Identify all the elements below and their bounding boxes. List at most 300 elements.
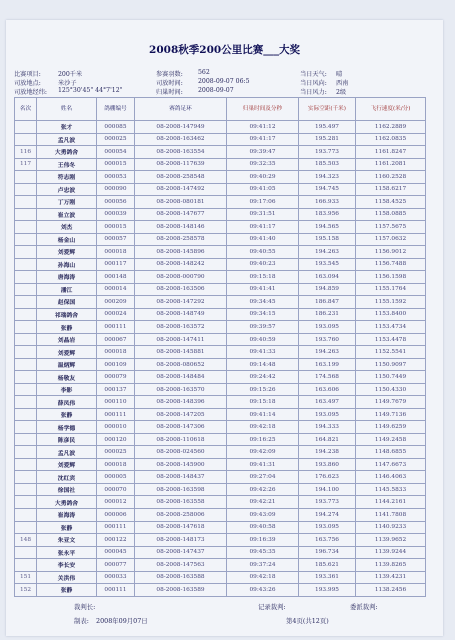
cell-arrival-time: 09:39:47 xyxy=(227,146,299,159)
cell-name: 孟凡波 xyxy=(37,133,97,146)
cell-speed: 1161.2081 xyxy=(356,158,426,171)
cell-ring: 08-2008-148242 xyxy=(135,258,227,271)
table-row xyxy=(15,408,426,421)
cell-rank xyxy=(15,246,37,259)
cell-distance: 194.238 xyxy=(299,446,356,459)
cell-speed: 1152.5541 xyxy=(356,346,426,359)
cell-arrival-time: 09:41:14 xyxy=(227,408,299,421)
cell-speed: 1148.6855 xyxy=(356,446,426,459)
cell-speed: 1162.2889 xyxy=(356,121,426,134)
cell-name: 薛凤伟 xyxy=(37,396,97,409)
table-row xyxy=(15,371,426,384)
table-row xyxy=(15,258,426,271)
release-point-value: 米沙子 xyxy=(58,80,77,87)
cell-rank xyxy=(15,383,37,396)
table-row xyxy=(15,559,426,572)
cell-speed: 1145.5833 xyxy=(356,483,426,496)
cell-distance: 196.734 xyxy=(299,546,356,559)
cell-name: 潘江 xyxy=(37,283,97,296)
wind-force-value: 2级 xyxy=(336,89,347,96)
cell-arrival-time: 09:24:42 xyxy=(227,371,299,384)
judge-label: 裁判长: xyxy=(74,603,96,611)
cell-loft-no: 000045 xyxy=(97,546,135,559)
cell-ring: 08-2008-110618 xyxy=(135,433,227,446)
cell-distance: 194.745 xyxy=(299,183,356,196)
cell-ring: 08-2008-024560 xyxy=(135,446,227,459)
table-row xyxy=(15,296,426,309)
table-row xyxy=(15,521,426,534)
cell-distance: 185.621 xyxy=(299,559,356,572)
results-table xyxy=(14,97,426,597)
cell-ring: 08-2008-148146 xyxy=(135,221,227,234)
cell-arrival-time: 09:15:18 xyxy=(227,396,299,409)
cell-arrival-time: 09:41:31 xyxy=(227,458,299,471)
cell-speed: 1156.9012 xyxy=(356,246,426,259)
cell-loft-no: 000120 xyxy=(97,433,135,446)
cell-distance: 186.231 xyxy=(299,308,356,321)
cell-arrival-time: 09:43:26 xyxy=(227,584,299,597)
cell-arrival-time: 09:15:26 xyxy=(227,383,299,396)
cell-name: 孟凡波 xyxy=(37,446,97,459)
cell-distance: 166.933 xyxy=(299,196,356,209)
cell-arrival-time: 09:31:51 xyxy=(227,208,299,221)
cell-rank xyxy=(15,221,37,234)
cell-speed: 1162.0835 xyxy=(356,133,426,146)
cell-name: 符志刚 xyxy=(37,171,97,184)
cell-speed: 1160.2528 xyxy=(356,171,426,184)
cell-loft-no: 000056 xyxy=(97,196,135,209)
cell-arrival-time: 09:42:09 xyxy=(227,446,299,459)
cell-distance: 163.199 xyxy=(299,358,356,371)
cell-ring: 08-2008-145881 xyxy=(135,346,227,359)
table-row xyxy=(15,546,426,559)
cell-arrival-time: 09:39:57 xyxy=(227,321,299,334)
committee-label: 委派裁判: xyxy=(350,603,378,611)
cell-name: 张静 xyxy=(37,321,97,334)
cell-rank xyxy=(15,358,37,371)
table-row xyxy=(15,508,426,521)
cell-arrival-time: 09:27:04 xyxy=(227,471,299,484)
cell-loft-no: 000109 xyxy=(97,358,135,371)
cell-arrival-time: 09:41:17 xyxy=(227,221,299,234)
cell-arrival-time: 09:40:29 xyxy=(227,171,299,184)
cell-distance: 174.568 xyxy=(299,371,356,384)
cell-distance: 164.821 xyxy=(299,433,356,446)
coords-value: 125°30'45" 44°7'12" xyxy=(58,87,123,94)
cell-speed: 1158.6217 xyxy=(356,183,426,196)
cell-distance: 163.094 xyxy=(299,271,356,284)
col-header-name: 姓名 xyxy=(37,98,97,121)
cell-arrival-time: 09:34:15 xyxy=(227,308,299,321)
cell-loft-no: 000015 xyxy=(97,158,135,171)
table-row xyxy=(15,333,426,346)
cell-name: 大勇鸽舍 xyxy=(37,496,97,509)
cell-speed: 1138.2456 xyxy=(356,584,426,597)
cell-speed: 1150.7449 xyxy=(356,371,426,384)
table-row xyxy=(15,358,426,371)
cell-loft-no: 000111 xyxy=(97,584,135,597)
table-row xyxy=(15,283,426,296)
cell-distance: 163.606 xyxy=(299,383,356,396)
cell-arrival-time: 09:41:05 xyxy=(227,183,299,196)
cell-distance: 186.847 xyxy=(299,296,356,309)
cell-rank xyxy=(15,471,37,484)
cell-rank xyxy=(15,133,37,146)
cell-distance: 163.497 xyxy=(299,396,356,409)
cell-name: 崔海涛 xyxy=(37,508,97,521)
cell-speed: 1155.1592 xyxy=(356,296,426,309)
cell-loft-no: 000024 xyxy=(97,308,135,321)
cell-distance: 194.263 xyxy=(299,346,356,359)
cell-loft-no: 000209 xyxy=(97,296,135,309)
cell-ring: 08-2008-080652 xyxy=(135,358,227,371)
table-row xyxy=(15,146,426,159)
cell-arrival-time: 09:40:55 xyxy=(227,246,299,259)
cell-speed: 1155.1764 xyxy=(356,283,426,296)
table-row xyxy=(15,133,426,146)
cell-arrival-time: 09:42:18 xyxy=(227,421,299,434)
cell-speed: 1149.2458 xyxy=(356,433,426,446)
cell-loft-no: 000148 xyxy=(97,271,135,284)
cell-loft-no: 000015 xyxy=(97,221,135,234)
cell-distance: 194.274 xyxy=(299,508,356,521)
cell-name: 李影 xyxy=(37,383,97,396)
release-time-value: 2008-09-07 06:5 xyxy=(198,78,250,85)
cell-distance: 176.623 xyxy=(299,471,356,484)
cell-arrival-time: 09:15:18 xyxy=(227,271,299,284)
cell-ring: 08-2008-163572 xyxy=(135,321,227,334)
cell-ring: 08-2008-147292 xyxy=(135,296,227,309)
cell-speed: 1139.4231 xyxy=(356,571,426,584)
cell-rank xyxy=(15,121,37,134)
cell-speed: 1150.4330 xyxy=(356,383,426,396)
cell-rank xyxy=(15,559,37,572)
cell-arrival-time: 09:41:12 xyxy=(227,121,299,134)
cell-distance: 194.263 xyxy=(299,246,356,259)
cell-loft-no: 000117 xyxy=(97,258,135,271)
cell-rank: 148 xyxy=(15,534,37,547)
cell-loft-no: 000025 xyxy=(97,446,135,459)
cell-ring: 08-2008-148437 xyxy=(135,471,227,484)
cell-distance: 195.281 xyxy=(299,133,356,146)
cell-distance: 194.333 xyxy=(299,421,356,434)
cell-name: 刘爱辉 xyxy=(37,346,97,359)
cell-arrival-time: 09:41:33 xyxy=(227,346,299,359)
cell-distance: 193.773 xyxy=(299,146,356,159)
cell-name: 沈红宾 xyxy=(37,471,97,484)
cell-arrival-time: 09:40:23 xyxy=(227,258,299,271)
cell-arrival-time: 09:40:59 xyxy=(227,333,299,346)
cell-distance: 194.859 xyxy=(299,283,356,296)
cell-loft-no: 000111 xyxy=(97,408,135,421)
cell-ring: 08-2008-000790 xyxy=(135,271,227,284)
cell-arrival-time: 09:45:35 xyxy=(227,546,299,559)
cell-name: 赵保国 xyxy=(37,296,97,309)
cell-rank xyxy=(15,171,37,184)
cell-distance: 185.503 xyxy=(299,158,356,171)
cell-rank xyxy=(15,208,37,221)
cell-rank xyxy=(15,196,37,209)
cell-rank xyxy=(15,296,37,309)
cell-speed: 1158.4525 xyxy=(356,196,426,209)
cell-name: 张静 xyxy=(37,584,97,597)
col-header-ring: 赛鸽足环 xyxy=(135,98,227,121)
table-row xyxy=(15,121,426,134)
page-title: 2008秋季200公里比赛___大奖 xyxy=(149,44,300,56)
table-row xyxy=(15,433,426,446)
table-row xyxy=(15,308,426,321)
cell-ring: 08-2008-148749 xyxy=(135,308,227,321)
cell-speed: 1140.9233 xyxy=(356,521,426,534)
cell-speed: 1139.9652 xyxy=(356,534,426,547)
cell-name: 刘杰 xyxy=(37,221,97,234)
cell-rank xyxy=(15,433,37,446)
participants-value: 562 xyxy=(198,69,210,76)
cell-name: 杨敬友 xyxy=(37,371,97,384)
cell-ring: 08-2008-163570 xyxy=(135,383,227,396)
col-header-speed: 飞行速度(米/分) xyxy=(356,98,426,121)
cell-loft-no: 000018 xyxy=(97,458,135,471)
cell-distance: 193.995 xyxy=(299,584,356,597)
cell-loft-no: 000077 xyxy=(97,559,135,572)
table-row xyxy=(15,471,426,484)
cell-name: 大勇鸽舍 xyxy=(37,146,97,159)
cell-ring: 08-2008-163589 xyxy=(135,584,227,597)
cell-arrival-time: 09:40:58 xyxy=(227,521,299,534)
cell-name: 张才 xyxy=(37,121,97,134)
cell-loft-no: 000079 xyxy=(97,371,135,384)
cell-distance: 194.323 xyxy=(299,171,356,184)
table-row xyxy=(15,221,426,234)
table-row xyxy=(15,158,426,171)
cell-distance: 195.497 xyxy=(299,121,356,134)
table-row xyxy=(15,171,426,184)
date-label: 制表: xyxy=(74,617,89,625)
cell-ring: 08-2008-145900 xyxy=(135,458,227,471)
cell-ring: 08-2008-163588 xyxy=(135,571,227,584)
cell-ring: 08-2008-147411 xyxy=(135,333,227,346)
cell-rank: 117 xyxy=(15,158,37,171)
cell-distance: 193.095 xyxy=(299,321,356,334)
cell-name: 刘爱辉 xyxy=(37,246,97,259)
cell-ring: 08-2008-080181 xyxy=(135,196,227,209)
cell-ring: 08-2008-147492 xyxy=(135,183,227,196)
table-row xyxy=(15,496,426,509)
cell-rank xyxy=(15,308,37,321)
cell-ring: 08-2008-147205 xyxy=(135,408,227,421)
cell-rank xyxy=(15,496,37,509)
cell-loft-no: 000014 xyxy=(97,283,135,296)
cell-name: 徐国社 xyxy=(37,483,97,496)
cell-arrival-time: 09:16:39 xyxy=(227,534,299,547)
cell-loft-no: 000025 xyxy=(97,133,135,146)
cell-ring: 08-2008-258548 xyxy=(135,171,227,184)
cell-loft-no: 000053 xyxy=(97,171,135,184)
table-row xyxy=(15,233,426,246)
cell-arrival-time: 09:41:17 xyxy=(227,133,299,146)
cell-speed: 1144.2161 xyxy=(356,496,426,509)
table-row xyxy=(15,396,426,409)
cell-distance: 193.545 xyxy=(299,258,356,271)
coords-label: 司放地经纬: xyxy=(14,89,48,96)
table-body xyxy=(15,121,426,597)
cell-distance: 193.860 xyxy=(299,458,356,471)
cell-distance: 193.361 xyxy=(299,571,356,584)
cell-loft-no: 000137 xyxy=(97,383,135,396)
cell-loft-no: 000122 xyxy=(97,534,135,547)
cell-loft-no: 000090 xyxy=(97,183,135,196)
cell-rank xyxy=(15,508,37,521)
cell-ring: 08-2008-163462 xyxy=(135,133,227,146)
cell-name: 温炳辉 xyxy=(37,358,97,371)
cell-ring: 08-2008-147563 xyxy=(135,559,227,572)
recorder-label: 记录裁判: xyxy=(258,603,286,611)
col-header-distance: 实际空距(千米) xyxy=(299,98,356,121)
cell-rank xyxy=(15,408,37,421)
cell-speed: 1153.4734 xyxy=(356,321,426,334)
cell-ring: 08-2008-147618 xyxy=(135,521,227,534)
page-number: 第4页(共12页) xyxy=(286,617,329,625)
cell-name: 朱亚文 xyxy=(37,534,97,547)
cell-distance: 194.565 xyxy=(299,221,356,234)
cell-distance: 163.756 xyxy=(299,534,356,547)
cell-distance: 183.956 xyxy=(299,208,356,221)
cell-name: 卢忠波 xyxy=(37,183,97,196)
table-row xyxy=(15,458,426,471)
cell-speed: 1149.7679 xyxy=(356,396,426,409)
cell-rank xyxy=(15,283,37,296)
cell-distance: 193.773 xyxy=(299,496,356,509)
cell-rank xyxy=(15,421,37,434)
cell-arrival-time: 09:32:35 xyxy=(227,158,299,171)
cell-loft-no: 000054 xyxy=(97,146,135,159)
cell-arrival-time: 09:41:41 xyxy=(227,283,299,296)
weather-value: 晴 xyxy=(336,71,343,78)
cell-arrival-time: 09:41:40 xyxy=(227,233,299,246)
cell-loft-no: 000033 xyxy=(97,571,135,584)
cell-arrival-time: 09:42:26 xyxy=(227,483,299,496)
cell-ring: 08-2008-163554 xyxy=(135,146,227,159)
release-time-label: 司放时间: xyxy=(156,80,183,87)
table-row xyxy=(15,183,426,196)
cell-distance: 195.158 xyxy=(299,233,356,246)
table-row xyxy=(15,246,426,259)
cell-arrival-time: 09:42:21 xyxy=(227,496,299,509)
cell-arrival-time: 09:37:24 xyxy=(227,559,299,572)
cell-ring: 08-2008-117639 xyxy=(135,158,227,171)
cell-rank xyxy=(15,321,37,334)
cell-loft-no: 000111 xyxy=(97,321,135,334)
cell-speed: 1153.8400 xyxy=(356,308,426,321)
cell-speed: 1157.5675 xyxy=(356,221,426,234)
cell-rank: 152 xyxy=(15,584,37,597)
cell-name: 张静 xyxy=(37,408,97,421)
cell-distance: 193.095 xyxy=(299,521,356,534)
cell-name: 刘晶岩 xyxy=(37,333,97,346)
return-time-value: 2008-09-07 xyxy=(198,87,234,94)
cell-name: 唐海涛 xyxy=(37,271,97,284)
cell-ring: 08-2008-147677 xyxy=(135,208,227,221)
cell-speed: 1156.1598 xyxy=(356,271,426,284)
race-item-label: 比赛项目: xyxy=(14,71,41,78)
cell-loft-no: 000039 xyxy=(97,208,135,221)
cell-ring: 08-2008-163506 xyxy=(135,283,227,296)
table-row xyxy=(15,321,426,334)
cell-name: 陈彦民 xyxy=(37,433,97,446)
wind-label: 当日风向: xyxy=(300,80,327,87)
cell-loft-no: 000070 xyxy=(97,483,135,496)
cell-ring: 08-2008-258578 xyxy=(135,233,227,246)
cell-distance: 193.760 xyxy=(299,333,356,346)
table-row xyxy=(15,446,426,459)
cell-name: 王伟冬 xyxy=(37,158,97,171)
cell-speed: 1158.0885 xyxy=(356,208,426,221)
cell-ring: 08-2008-147306 xyxy=(135,421,227,434)
cell-speed: 1147.6673 xyxy=(356,458,426,471)
cell-arrival-time: 09:16:25 xyxy=(227,433,299,446)
cell-ring: 08-2008-148173 xyxy=(135,534,227,547)
cell-ring: 08-2008-147949 xyxy=(135,121,227,134)
cell-ring: 08-2008-148484 xyxy=(135,371,227,384)
cell-rank xyxy=(15,458,37,471)
cell-speed: 1150.9097 xyxy=(356,358,426,371)
cell-rank xyxy=(15,333,37,346)
cell-name: 杨学德 xyxy=(37,421,97,434)
cell-name: 丁万刚 xyxy=(37,196,97,209)
cell-ring: 08-2008-145896 xyxy=(135,246,227,259)
return-time-label: 归巢时间: xyxy=(156,89,183,96)
wind-value: 西南 xyxy=(336,80,349,87)
cell-rank xyxy=(15,483,37,496)
table-row xyxy=(15,383,426,396)
cell-loft-no: 000085 xyxy=(97,121,135,134)
cell-speed: 1146.4063 xyxy=(356,471,426,484)
table-row xyxy=(15,534,426,547)
cell-rank xyxy=(15,521,37,534)
cell-distance: 193.095 xyxy=(299,408,356,421)
cell-name: 孙海山 xyxy=(37,258,97,271)
participants-label: 参赛羽数: xyxy=(156,71,183,78)
cell-rank xyxy=(15,271,37,284)
col-header-arrival-time: 归巢时间及分秒 xyxy=(227,98,299,121)
cell-loft-no: 000012 xyxy=(97,496,135,509)
table-row xyxy=(15,421,426,434)
cell-name: 李长安 xyxy=(37,559,97,572)
cell-distance: 194.100 xyxy=(299,483,356,496)
cell-rank: 116 xyxy=(15,146,37,159)
cell-rank: 151 xyxy=(15,571,37,584)
cell-loft-no: 000067 xyxy=(97,333,135,346)
cell-rank xyxy=(15,446,37,459)
cell-arrival-time: 09:17:06 xyxy=(227,196,299,209)
cell-ring: 08-2008-163558 xyxy=(135,496,227,509)
cell-speed: 1153.4478 xyxy=(356,333,426,346)
cell-name: 祁瑞鸽舍 xyxy=(37,308,97,321)
cell-rank xyxy=(15,346,37,359)
table-row xyxy=(15,483,426,496)
cell-arrival-time: 09:34:45 xyxy=(227,296,299,309)
col-header-rank: 名次 xyxy=(15,98,37,121)
table-row xyxy=(15,584,426,597)
cell-arrival-time: 09:43:09 xyxy=(227,508,299,521)
cell-name: 杨金山 xyxy=(37,233,97,246)
table-row xyxy=(15,271,426,284)
cell-arrival-time: 09:14:48 xyxy=(227,358,299,371)
wind-force-label: 当日风力: xyxy=(300,89,327,96)
cell-speed: 1157.0632 xyxy=(356,233,426,246)
race-item-value: 200千米 xyxy=(58,71,83,78)
cell-rank xyxy=(15,546,37,559)
